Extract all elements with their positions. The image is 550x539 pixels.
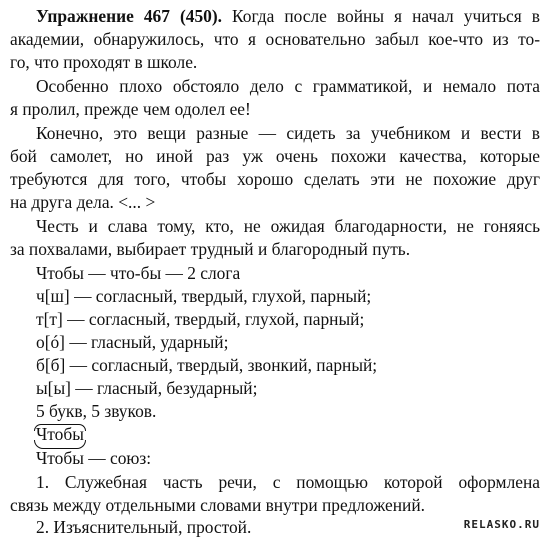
sound-line-4: б[б] — согласный, твердый, звонкий, парный; bbox=[36, 355, 378, 375]
root-arc-mark bbox=[34, 424, 86, 431]
exercise-line-11: за похвалами, выбирает трудный и благородный путь. bbox=[10, 239, 411, 259]
sound-line-1: ч[ш] — согласный, твердый, глухой, парный; bbox=[36, 286, 372, 306]
exercise-line-1: Упражнение 467 (450). Когда после войны я начал учиться в bbox=[36, 6, 540, 26]
exercise-title: Упражнение 467 (450). bbox=[36, 6, 223, 26]
exercise-line-3: го, что проходят в школе. bbox=[10, 52, 198, 72]
syllable-analysis: Чтобы — что-бы — 2 слога bbox=[36, 263, 241, 283]
exercise-line-2: академии, обнаружилось, что я основательно забыл кое-что из то- bbox=[10, 29, 540, 49]
exercise-line-9: на друга дела. <... > bbox=[10, 192, 156, 212]
exercise-line-4: Особенно плохо обстояло дело с грамматикой, и немало пота bbox=[36, 76, 540, 96]
analysis-item-1-line-2: связь между отдельными словами внутри предложений. bbox=[10, 495, 426, 515]
analysis-item-1-line-1: 1. Служебная часть речи, с помощью которой оформлена bbox=[36, 472, 540, 492]
exercise-line-5: я пролил, прежде чем одолел ее! bbox=[10, 99, 251, 119]
watermark-logo: RELASKO.RU bbox=[463, 518, 540, 531]
exercise-line-7: бой самолет, но иной раз уж очень похожи качества, которые bbox=[10, 146, 540, 166]
sound-line-5: ы[ы] — гласный, безударный; bbox=[36, 378, 258, 398]
exercise-line-10: Честь и слава тому, кто, не ожидая благодарности, не гоняясь bbox=[36, 216, 540, 236]
morpheme-line bbox=[36, 423, 540, 445]
letter-sound-count: 5 букв, 5 звуков. bbox=[36, 401, 157, 421]
sound-line-2: т[т] — согласный, твердый, глухой, парный; bbox=[36, 309, 365, 329]
morpheme-word: Чтобы bbox=[36, 423, 84, 445]
exercise-line-8: требуются для того, чтобы хорошо сделать эти не похожие друг bbox=[10, 169, 540, 189]
part-of-speech: Чтобы — союз: bbox=[36, 448, 152, 468]
exercise-line-6: Конечно, это вещи разные — сидеть за учебником и вести в bbox=[36, 123, 540, 143]
sound-line-3: о[ó] — гласный, ударный; bbox=[36, 332, 229, 352]
analysis-item-2: 2. Изъяснительный, простой. bbox=[36, 517, 252, 537]
